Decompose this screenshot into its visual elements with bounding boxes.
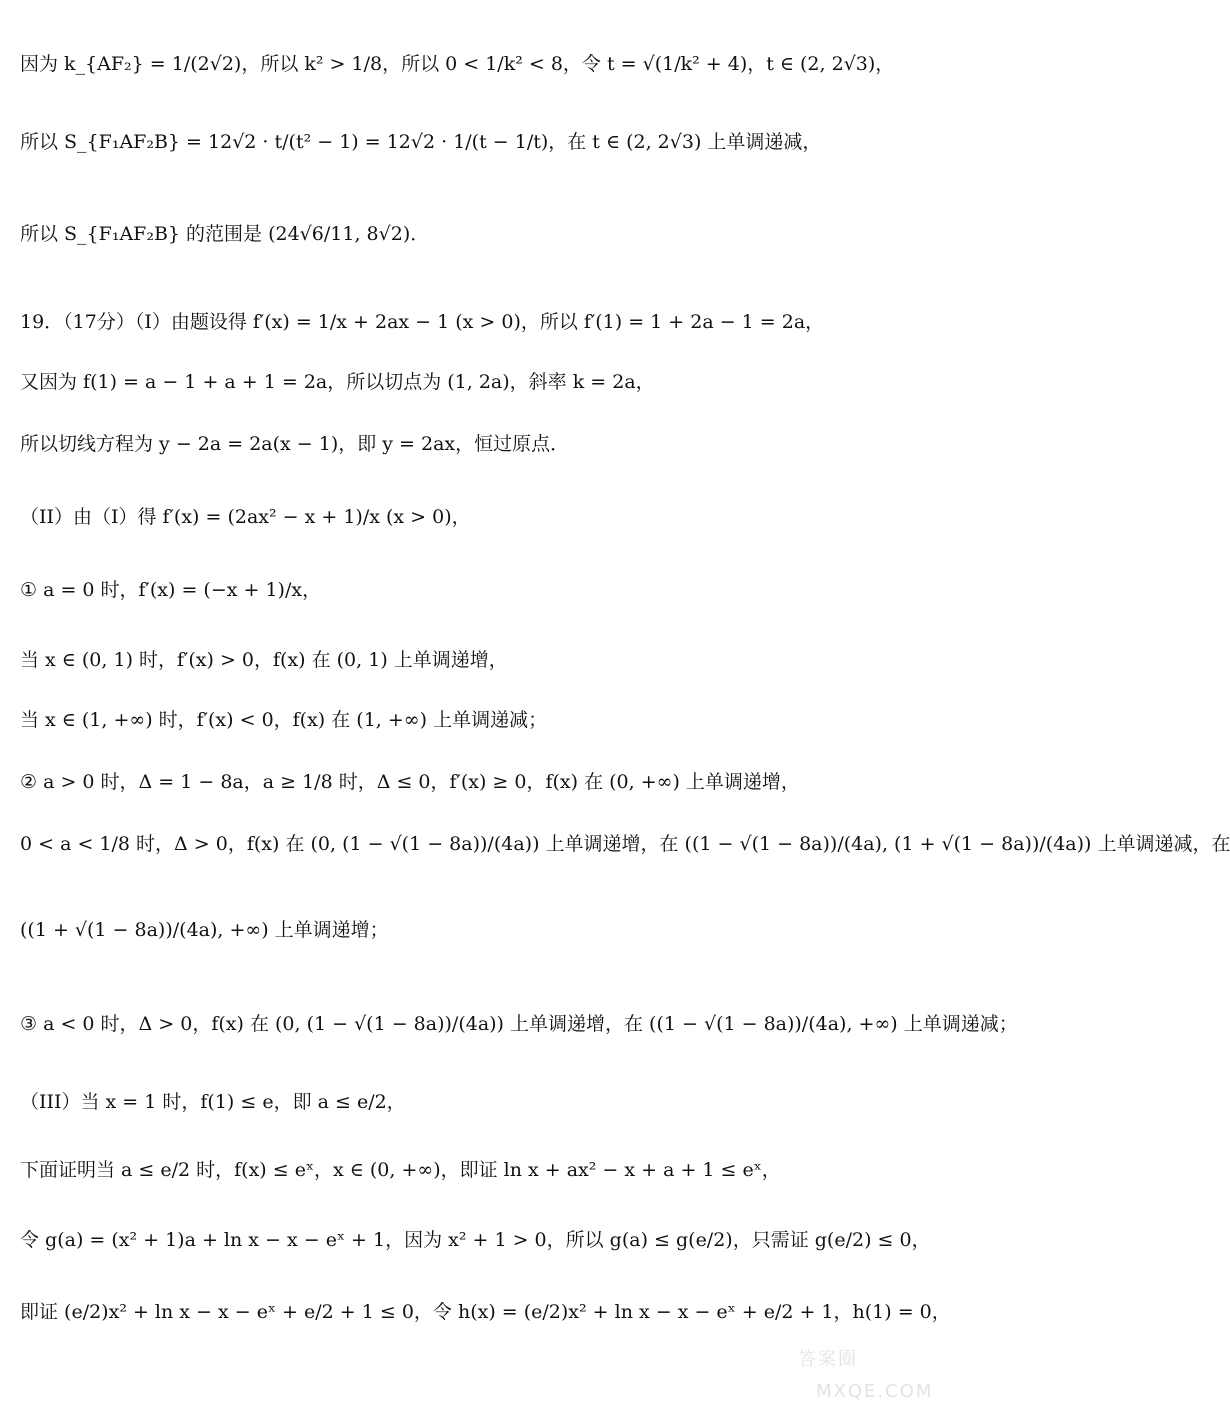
watermark-logo-text: 答案圈	[798, 1349, 858, 1370]
line-17-text: 令 g(a) = (x² + 1)a + ln x − x − eˣ + 1，因为 x² + 1 > 0，所以 g(a) ≤ g(e/2)，只需证 g(e/2) ≤ 0，	[20, 1228, 931, 1251]
line-7-text: （II）由（I）得 f′(x) = (2ax² − x + 1)/x (x > 0)，	[20, 505, 471, 528]
line-9-text: 当 x ∈ (0, 1) 时，f′(x) > 0，f(x) 在 (0, 1) 上单调递增，	[20, 648, 508, 671]
watermark	[792, 1329, 982, 1407]
line-4	[20, 310, 980, 333]
line-1-text: 因为 k_{AF₂} = 1/(2√2)，所以 k² > 1/8，所以 0 < 1/k² < 8，令 t = √(1/k² + 4)，t ∈ (2, 2√3)，	[20, 52, 895, 75]
line-3	[20, 222, 980, 245]
line-7	[20, 505, 980, 528]
line-14-text: ③ a < 0 时，Δ > 0，f(x) 在 (0, (1 − √(1 − 8a))/(4a)) 上单调递增，在 ((1 − √(1 − 8a))/(4a), +∞) 上单调递减；	[20, 1012, 1018, 1035]
line-18-text: 即证 (e/2)x² + ln x − x − eˣ + e/2 + 1 ≤ 0，令 h(x) = (e/2)x² + ln x − x − eˣ + e/2 + 1，h(1) = 0，	[20, 1300, 951, 1323]
line-5-text: 又因为 f(1) = a − 1 + a + 1 = 2a，所以切点为 (1, 2a)，斜率 k = 2a，	[20, 370, 655, 393]
line-16-text: 下面证明当 a ≤ e/2 时，f(x) ≤ eˣ，x ∈ (0, +∞)，即证 ln x + ax² − x + a + 1 ≤ eˣ，	[20, 1158, 781, 1181]
watermark-site-text: MXQE.COM	[816, 1381, 934, 1402]
line-6-text: 所以切线方程为 y − 2a = 2a(x − 1)，即 y = 2ax，恒过原点．	[20, 432, 570, 455]
line-1	[20, 52, 980, 75]
line-2	[20, 130, 980, 153]
line-9	[20, 648, 980, 671]
line-16	[20, 1158, 980, 1181]
line-10-text: 当 x ∈ (1, +∞) 时，f′(x) < 0，f(x) 在 (1, +∞) 上单调递减；	[20, 708, 548, 731]
line-5	[20, 370, 980, 393]
line-17	[20, 1228, 980, 1251]
line-15	[20, 1090, 980, 1113]
line-14	[20, 1012, 1018, 1035]
line-8-text: ① a = 0 时，f′(x) = (−x + 1)/x，	[20, 578, 322, 601]
line-11	[20, 770, 980, 793]
line-2-text: 所以 S_{F₁AF₂B} = 12√2 · t/(t² − 1) = 12√2 · 1/(t − 1/t)，在 t ∈ (2, 2√3) 上单调递减，	[20, 130, 822, 153]
watermark-logo-icon	[792, 1329, 982, 1407]
line-12-text: 0 < a < 1/8 时，Δ > 0，f(x) 在 (0, (1 − √(1 − 8a))/(4a)) 上单调递增，在 ((1 − √(1 − 8a))/(4a), (1 + √(1 − 8a))/(4a)) 上单调递减，在	[20, 832, 1230, 855]
line-10	[20, 708, 980, 731]
line-12	[20, 832, 1230, 855]
line-13	[20, 918, 980, 941]
line-3-text: 所以 S_{F₁AF₂B} 的范围是 (24√6/11, 8√2)．	[20, 222, 430, 245]
line-13-text: ((1 + √(1 − 8a))/(4a), +∞) 上单调递增；	[20, 918, 389, 941]
line-18	[20, 1300, 980, 1323]
line-6	[20, 432, 980, 455]
line-15-text: （III）当 x = 1 时，f(1) ≤ e，即 a ≤ e/2，	[20, 1090, 406, 1113]
line-4-text: 19．（17分）（I）由题设得 f′(x) = 1/x + 2ax − 1 (x > 0)，所以 f′(1) = 1 + 2a − 1 = 2a，	[20, 310, 825, 333]
line-11-text: ② a > 0 时，Δ = 1 − 8a，a ≥ 1/8 时，Δ ≤ 0，f′(x) ≥ 0，f(x) 在 (0, +∞) 上单调递增，	[20, 770, 800, 793]
line-8	[20, 578, 980, 601]
